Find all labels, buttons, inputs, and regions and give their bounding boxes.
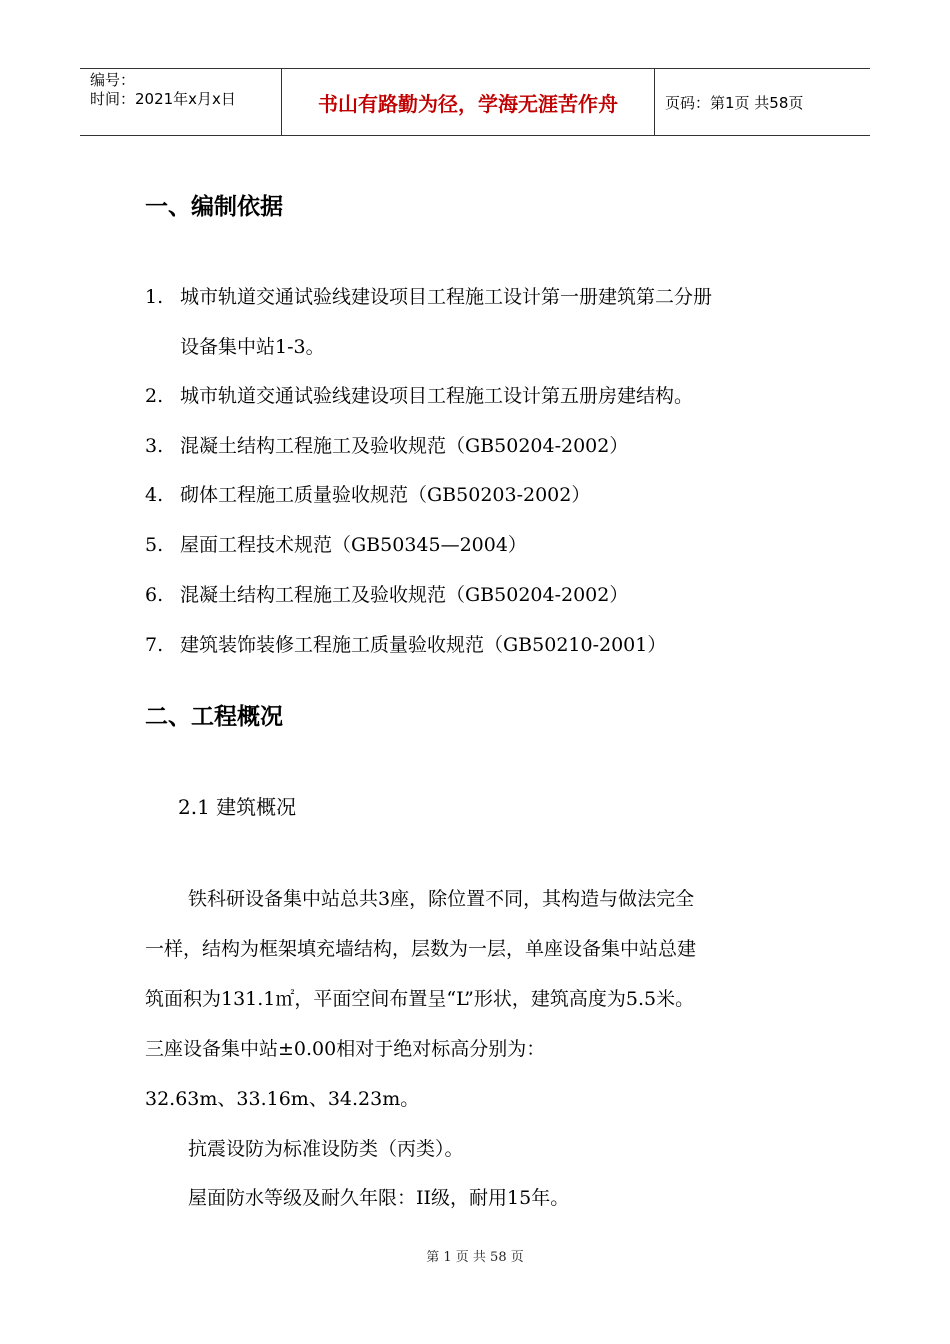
- list-item-text: 建筑装饰装修工程施工质量验收规范（GB50210-2001）: [180, 634, 667, 656]
- list-item-continuation: 设备集中站1-3。: [180, 336, 325, 358]
- header-meta: [80, 69, 282, 135]
- list-item-text: 砌体工程施工质量验收规范（GB50203-2002）: [180, 484, 591, 506]
- paragraph-line: 筑面积为131.1㎡，平面空间布置呈“L”形状，建筑高度为5.5米。: [145, 988, 695, 1010]
- list-item: [145, 632, 666, 658]
- roof-waterproof-line: 屋面防水等级及耐久年限：II级，耐用15年。: [188, 1187, 570, 1209]
- document-time-label: 时间：2021年x月x日: [90, 90, 236, 108]
- paragraph-line: 三座设备集中站±0.00相对于绝对标高分别为：: [145, 1038, 546, 1060]
- list-item-number: 7.: [145, 634, 164, 656]
- list-item-number: 2.: [145, 385, 164, 407]
- list-item-number: 5.: [145, 534, 164, 556]
- section-heading-overview: 二、工程概况: [145, 704, 283, 730]
- list-item: [145, 433, 628, 459]
- list-item-number: 6.: [145, 584, 164, 606]
- section-heading-basis: 一、编制依据: [145, 194, 283, 220]
- paragraph-line: 32.63m、33.16m、34.23m。: [145, 1088, 420, 1110]
- list-item-text: 混凝土结构工程施工及验收规范（GB50204-2002）: [180, 584, 629, 606]
- list-item-text: 城市轨道交通试验线建设项目工程施工设计第一册建筑第二分册: [180, 286, 713, 308]
- list-item: [145, 532, 527, 558]
- list-item-text: 城市轨道交通试验线建设项目工程施工设计第五册房建结构。: [180, 385, 694, 407]
- paragraph-line: 一样，结构为框架填充墙结构，层数为一层，单座设备集中站总建: [145, 938, 697, 960]
- list-item: [145, 284, 712, 310]
- page-footer: 第 1 页 共 58 页: [426, 1250, 524, 1265]
- header-motto: 书山有路勤为径，学海无涯苦作舟: [282, 69, 655, 135]
- list-item: [145, 482, 590, 508]
- subsection-heading: 2.1 建筑概况: [178, 795, 297, 819]
- header-page-info: 页码：第1页 共58页: [665, 93, 804, 112]
- list-item-text: 屋面工程技术规范（GB50345—2004）: [180, 534, 527, 556]
- paragraph-line: 铁科研设备集中站总共3座，除位置不同，其构造与做法完全: [188, 888, 695, 910]
- list-item: [145, 582, 628, 608]
- page-header: [80, 68, 870, 136]
- list-item-number: 3.: [145, 435, 164, 457]
- seismic-line: 抗震设防为标准设防类（丙类）。: [188, 1138, 464, 1160]
- list-item-number: 4.: [145, 484, 164, 506]
- list-item-text: 混凝土结构工程施工及验收规范（GB50204-2002）: [180, 435, 629, 457]
- list-item: [145, 383, 693, 409]
- document-number-label: 编号：: [90, 71, 136, 89]
- list-item-number: 1.: [145, 286, 164, 308]
